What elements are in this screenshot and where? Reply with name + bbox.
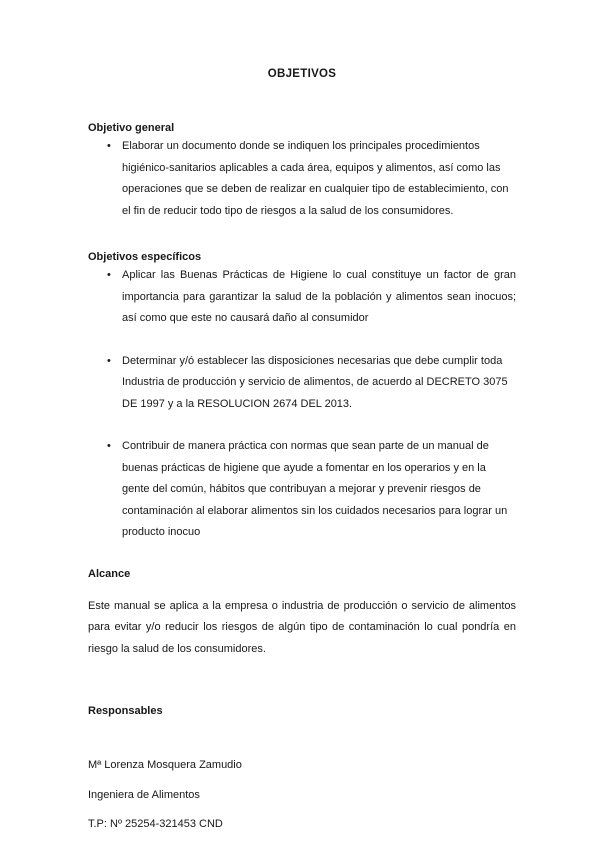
- section-heading-alcance: Alcance: [88, 567, 131, 580]
- list-item: • Determinar y/ó establecer las disposiciones necesarias que debe cumplir toda Industria de producción y servicio de alimentos, de acuerdo al DECRETO 3075 DE 1997 y a la RESOLUCION 2674 DEL 2013.: [88, 351, 516, 416]
- page-title: OBJETIVOS: [267, 68, 337, 80]
- section-heading-objetivos-especificos: Objetivos específicos: [88, 251, 202, 263]
- responsable-name: Mª Lorenza Mosquera Zamudio: [88, 759, 242, 771]
- list-item: • Contribuir de manera práctica con normas que sean parte de un manual de buenas prácticas de higiene que ayude a fomentar en los operarios y en la gente del común, hábitos que contribuyan a mejorar y prevenir riesgos de contaminación al elaborar alimentos sin los cuidados necesarios para lograr un producto inocuo: [88, 436, 516, 544]
- objetivos-especificos-list: [88, 265, 516, 544]
- objetivo-general-list: [88, 136, 516, 222]
- responsable-role: Ingeniera de Alimentos: [88, 788, 200, 801]
- responsable-license: T.P: Nº 25254-321453 CND: [88, 818, 223, 830]
- list-item: • Aplicar las Buenas Prácticas de Higiene lo cual constituye un factor de gran importancia para garantizar la salud de la población y alimentos sean inocuos; así como que este no causará daño al consumidor: [88, 265, 516, 330]
- list-item: • Elaborar un documento donde se indiquen los principales procedimientos higiénico-sanitarios aplicables a cada área, equipos y alimentos, así como las operaciones que se deben de realizar en cualquier tipo de establecimiento, con el fin de reducir todo tipo de riesgos a la salud de los consumidores.: [88, 136, 516, 222]
- document-content: [88, 0, 516, 844]
- alcance-paragraph: Este manual se aplica a la empresa o industria de producción o servicio de alimentos para evitar y/o reducir los riesgos de algún tipo de contaminación lo cual pondría en riesgo la salud de los consumidores.: [88, 599, 516, 655]
- section-heading-responsables: Responsables: [88, 705, 163, 717]
- section-heading-objetivo-general: Objetivo general: [88, 122, 175, 134]
- responsables-block: [88, 755, 516, 836]
